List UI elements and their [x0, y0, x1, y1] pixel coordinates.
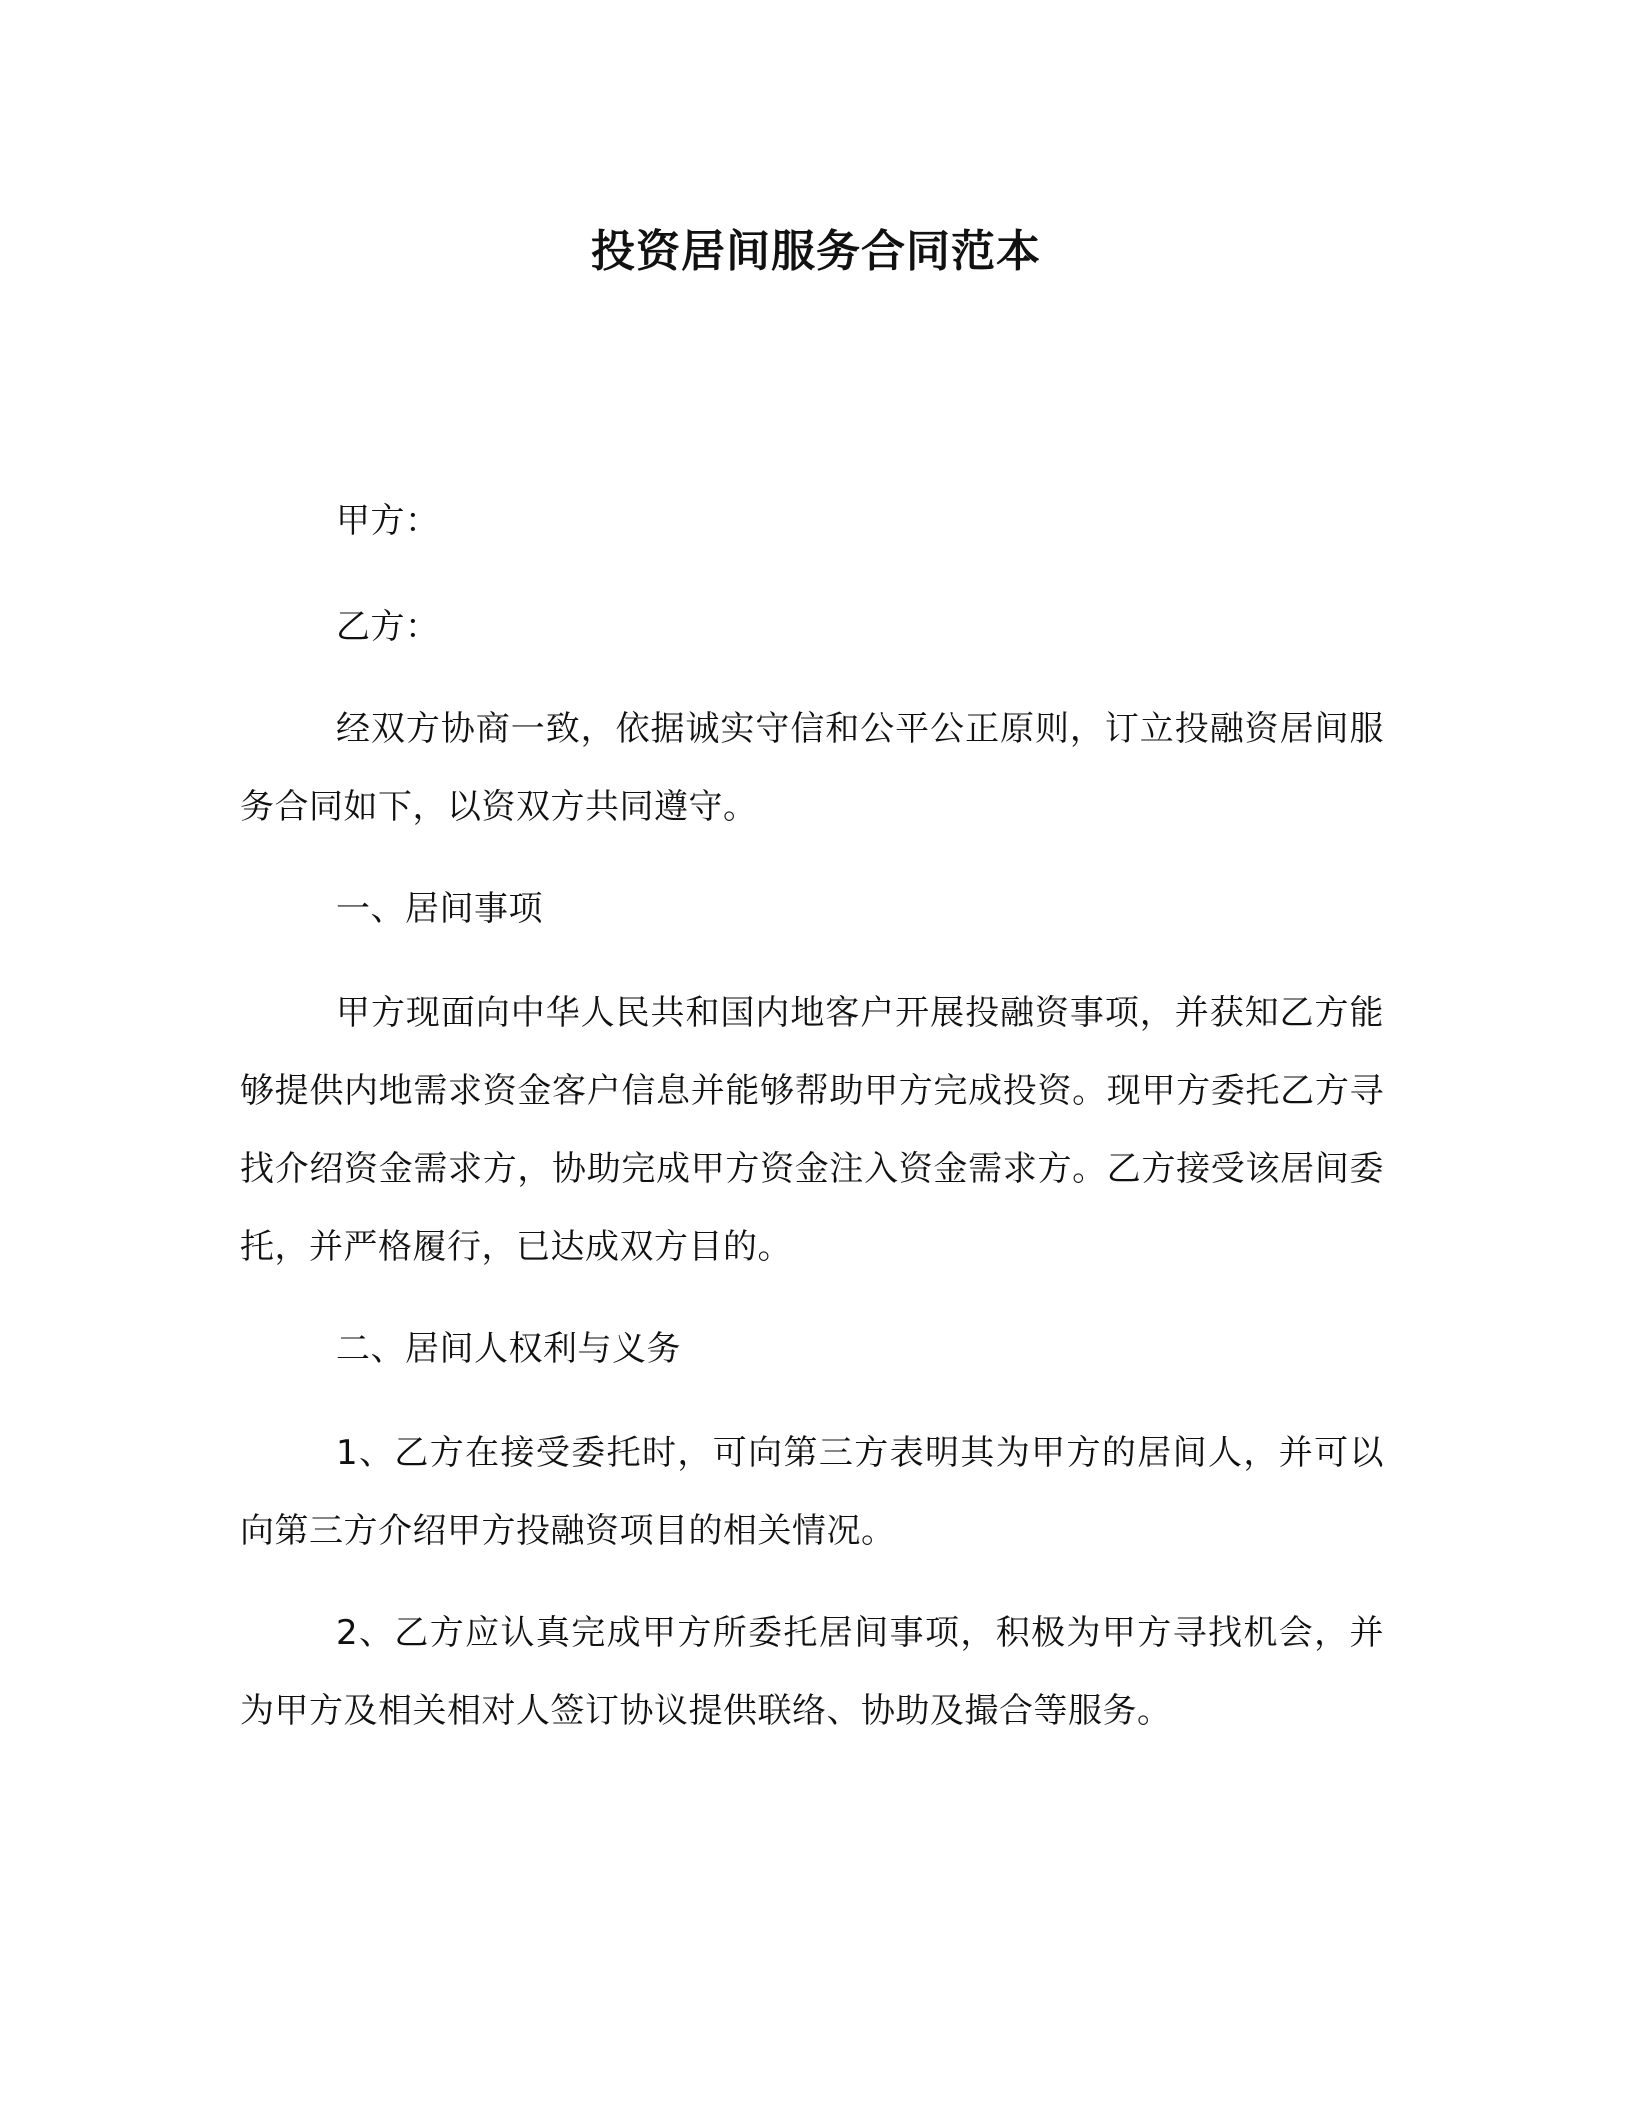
document-title: 投资居间服务合同范本	[591, 226, 1041, 277]
section-2-heading-block	[240, 1310, 1384, 1388]
party-b-line	[240, 588, 1384, 666]
section-2-clause-2	[240, 1594, 1384, 1750]
section-paragraph: 2、乙方应认真完成甲方所委托居间事项，积极为甲方寻找机会，并为甲方及相关相对人签订协议提供联络、协助及撮合等服务。	[240, 1613, 1384, 1731]
section-paragraph: 1、乙方在接受委托时，可向第三方表明其为甲方的居间人，并可以向第三方介绍甲方投融资项目的相关情况。	[240, 1433, 1384, 1551]
section-heading: 二、居间人权利与义务	[336, 1329, 681, 1369]
intro-block	[240, 690, 1384, 846]
section-1-heading-block	[240, 870, 1384, 948]
section-paragraph: 甲方现面向中华人民共和国内地客户开展投融资事项，并获知乙方能够提供内地需求资金客户信息并能够帮助甲方完成投资。现甲方委托乙方寻找介绍资金需求方，协助完成甲方资金注入资金需求方。乙方接受该居间委托，并严格履行，已达成双方目的。	[240, 993, 1384, 1267]
intro-paragraph: 经双方协商一致，依据诚实守信和公平公正原则，订立投融资居间服务合同如下，以资双方共同遵守。	[240, 709, 1384, 827]
section-heading: 一、居间事项	[336, 889, 543, 929]
party-a-label: 甲方：	[336, 501, 440, 541]
section-1-body	[240, 974, 1384, 1286]
section-2-clause-1	[240, 1414, 1384, 1570]
party-a-line	[240, 482, 1384, 560]
party-b-label: 乙方：	[336, 607, 440, 647]
